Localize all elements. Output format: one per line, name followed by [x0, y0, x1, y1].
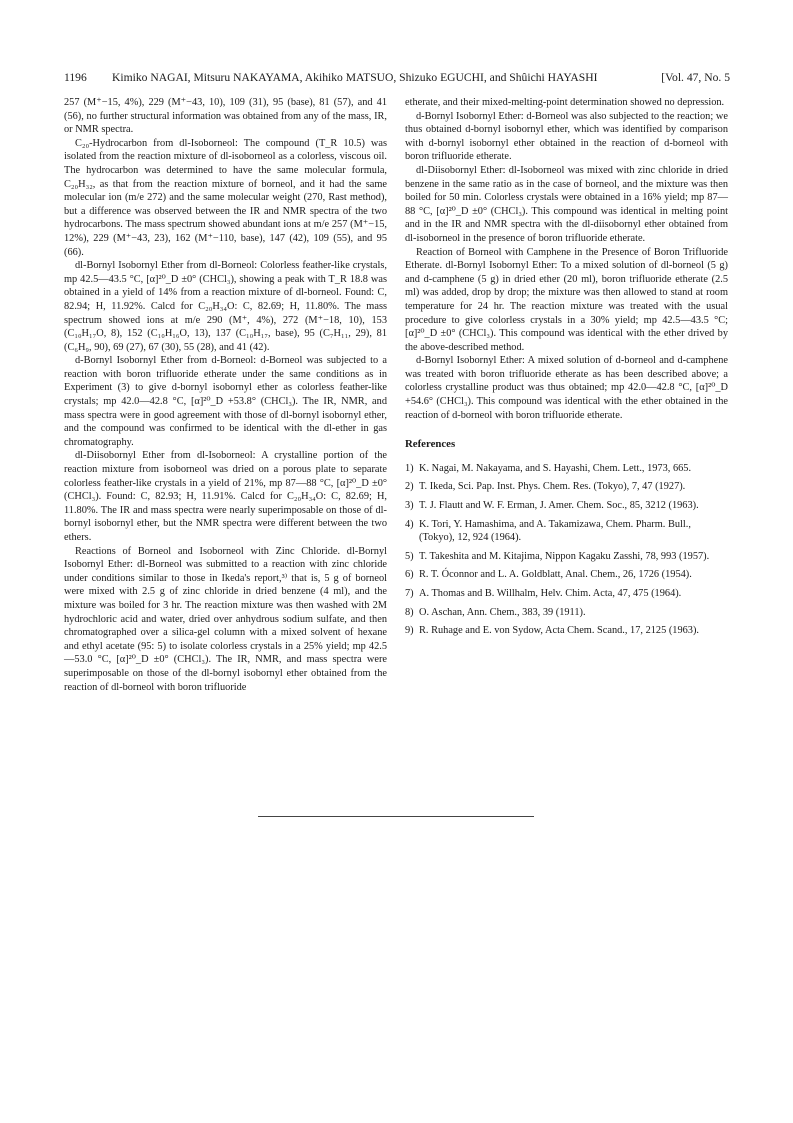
reference-number: 8) [405, 606, 414, 618]
page-number: 1196 [64, 71, 87, 84]
paragraph: d-Bornyl Isobornyl Ether: d-Borneol was also subjected to the reaction; we thus obtained d-bornyl isobornyl ether, which was identified by comparison with d-bornyl isobornyl ether obtained in the reaction of d-borneol with boron trifluoride etherate. [405, 110, 728, 163]
reference-text: T. Ikeda, Sci. Pap. Inst. Phys. Chem. Res. (Tokyo), 7, 47 (1927). [419, 481, 686, 493]
paragraph: d-Bornyl Isobornyl Ether from d-Borneol: d-Borneol was subjected to a reaction with boron trifluoride etherate under the same conditions as in Experiment (3) to give d-bornyl isobornyl ether as colorless feather-like crystals; mp 42.0—42.8 °C, [α]²⁰_D +53.8° (CHCl₃). The IR, NMR, and mass spectra were in good agreement with those of dl-bornyl isobornyl ether, and the compound was confirmed to be identical with the dl-ether in gas chromatography. [64, 355, 387, 448]
reference-item [405, 587, 728, 601]
reference-number: 7) [405, 588, 414, 599]
paragraph: dl-Bornyl Isobornyl Ether from dl-Borneol: Colorless feather-like crystals, mp 42.5—43.5 °C, [α]²⁰_D ±0° (CHCl₃), showing a peak with T_R 18.8 was obtained in a yield of 14% from a reaction mixture of dl-borneol. Found: C, 82.94; H, 11.92%. Calcd for C₂₀H₃₄O: C, 82.69; H, 11.80%. The mass spectrum showed ions at m/e 290 (M⁺, 4%), 272 (M⁺−18, 10), 153 (C₁₀H₁₇O, 8), 152 (C₁₀H₁₆O, 13), 137 (C₁₀H₁₇, base), 95 (C₇H₁₁, 29), 81 (C₆H₉, 90), 69 (27), 67 (30), 55 (28), and 41 (42). [64, 260, 387, 353]
reference-item [405, 568, 728, 582]
paragraph: Reaction of Borneol with Camphene in the Presence of Boron Trifluoride Etherate. dl-Bornyl Isobornyl Ether: To a mixed solution of dl-borneol (5 g) and d-camphene (5 g) in dried ether (20 ml), boron trifluoride etherate (2.5 ml) was added, drop by drop; the mixture was then allowed to stand at room temperature for 24 hr. The reaction mixture was treated with the usual procedure to give colorless crystals in a 30% yield; mp 42.5—43.5 °C; [α]²⁰_D ±0° (CHCl₃). This compound was identical with the ether drived by the above-described method. [405, 246, 728, 353]
reference-text: K. Tori, Y. Hamashima, and A. Takamizawa, Chem. Pharm. Bull., (Tokyo), 12, 924 (1964). [419, 518, 691, 544]
reference-number: 6) [405, 569, 414, 581]
reference-item [405, 462, 728, 476]
author-line: Kimiko NAGAI, Mitsuru NAKAYAMA, Akihiko MATSUO, Shizuko EGUCHI, and Shûichi HAYASHI [112, 71, 598, 84]
reference-number: 2) [405, 481, 414, 493]
reference-item [405, 624, 728, 638]
paragraph: dl-Diisobornyl Ether from dl-Isoborneol: A crystalline portion of the reaction mixture from isoborneol was dried on a porous plate to separate colorless feather-like crystals in a yield of 21%, mp 87—88 °C, [α]²⁰_D ±0° (CHCl₃). Found: C, 82.93; H, 11.91%. Calcd for C₂₀H₃₄O: C, 82.69; H, 11.80%. The IR and mass spectra were nearly superimposable on those of dl-bornyl isobornyl ether, but the NMR spectra were different between the two ethers. [64, 450, 387, 543]
volume-issue: [Vol. 47, No. 5 [661, 71, 730, 84]
end-rule [258, 816, 534, 817]
reference-text: T. Takeshita and M. Kitajima, Nippon Kagaku Zasshi, 78, 993 (1957). [419, 550, 710, 562]
reference-text: R. Ruhage and E. von Sydow, Acta Chem. Scand., 17, 2125 (1963). [419, 625, 700, 637]
paragraph: C₂₀-Hydrocarbon from dl-Isoborneol: The compound (T_R 10.5) was isolated from the reaction mixture of dl-isoborneol as a colorless, viscous oil. The hydrocarbon was determined to have the same molecular formula, C₂₀H₃₂, as that from the reaction mixture of borneol, and it had the same molecular ion (m/e 272) and the same molecular weight (270, Rast method), but a difference was observed between the IR and NMR spectra of the two hydrocarbons. The mass spectrum showed abundant ions at m/e 257 (M⁺−15, 12%), 229 (M⁺−43, 23), 162 (M⁺−110, base), 147 (42), 109 (55), and 95 (66). [64, 137, 387, 258]
paragraph: dl-Diisobornyl Ether: dl-Isoborneol was mixed with zinc chloride in dried benzene in the same ratio as in the case of borneol, and the mixture was then boiled for 50 min. Colorless crystals were obtained in a 16% yield; mp 87—88 °C, [α]²⁰_D ±0° (CHCl₃). This compound was identical in melting point and in the IR and NMR spectra with the dl-diisobornyl ether obtained from dl-isoborneol in the presence of boron trifluoride etherate. [405, 164, 728, 244]
reference-text: T. J. Flautt and W. F. Erman, J. Amer. Chem. Soc., 85, 3212 (1963). [419, 500, 699, 512]
reference-item [405, 518, 728, 545]
reference-item [405, 606, 728, 620]
reference-number: 9) [405, 625, 414, 637]
left-column [64, 96, 387, 694]
reference-list [405, 462, 728, 638]
references-heading: References [405, 438, 456, 451]
paragraph: etherate, and their mixed-melting-point determination showed no depression. [405, 97, 725, 108]
reference-text: A. Thomas and B. Willhalm, Helv. Chim. Acta, 47, 475 (1964). [419, 588, 682, 599]
paragraph: Reactions of Borneol and Isoborneol with Zinc Chloride. dl-Bornyl Isobornyl Ether: dl-Borneol was submitted to a reaction with zinc chloride under conditions similar to those in Ikeda's report,³⁾ that is, 5 g of borneol were mixed with 2.5 g of zinc chloride in dried benzene (4 ml), and the mixture was boiled for 3 hr. The reaction mixture was then washed with 2M hydrochloric acid and water, dried over anhydrous sodium sulfate, and then chromatographed over a silica-gel column with a mixed solvent of hexane and ethyl acetate (95: 5) to isolate colorless crystals in a 25% yield; mp 42.5—53.0 °C, [α]²⁰_D ±0° (CHCl₃). The IR, NMR, and mass spectra were superimposable on those of the dl-bornyl isobornyl ether obtained from the reaction of dl-borneol with boron trifluoride [64, 545, 387, 693]
reference-item [405, 480, 728, 494]
reference-text: R. T. Óconnor and L. A. Goldblatt, Anal. Chem., 26, 1726 (1954). [419, 569, 692, 581]
reference-item [405, 499, 728, 513]
reference-text: O. Aschan, Ann. Chem., 383, 39 (1911). [419, 606, 586, 618]
reference-number: 4) [405, 518, 414, 530]
reference-number: 1) [405, 462, 414, 474]
paragraph: d-Bornyl Isobornyl Ether: A mixed solution of d-borneol and d-camphene was treated with boron trifluoride etherate as has been described above; a colorless crystalline product was thus obtained; mp 42.0—42.8 °C, [α]²⁰_D +54.6° (CHCl₃). This compound was identical with the ether obtained in the reaction of d-borneol with boron trifluoride etherate. [405, 355, 728, 421]
right-column [405, 96, 728, 643]
reference-text: K. Nagai, M. Nakayama, and S. Hayashi, Chem. Lett., 1973, 665. [419, 462, 692, 474]
reference-number: 3) [405, 500, 414, 512]
reference-number: 5) [405, 550, 414, 562]
paragraph: 257 (M⁺−15, 4%), 229 (M⁺−43, 10), 109 (31), 95 (base), 81 (57), and 41 (56), no further structural information was obtained from any of the mass, IR, or NMR spectra. [64, 97, 387, 136]
reference-item [405, 550, 728, 564]
